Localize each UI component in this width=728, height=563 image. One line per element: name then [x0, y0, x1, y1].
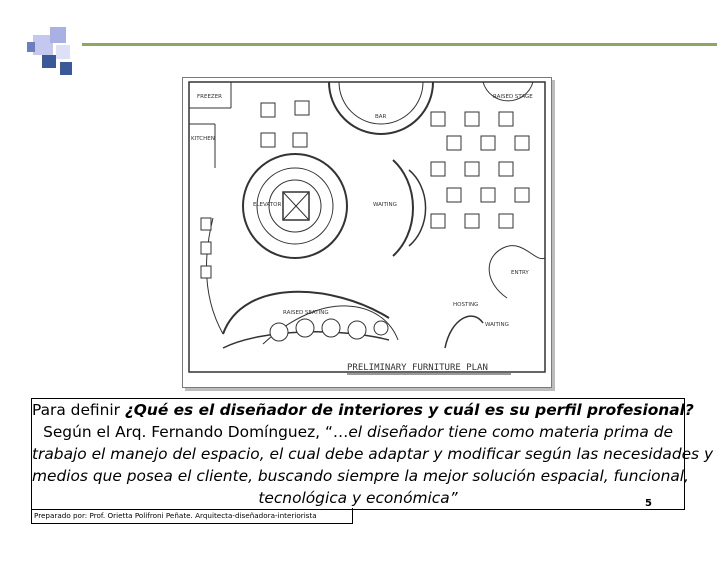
label-elevator: ELEVATOR	[253, 202, 282, 208]
page-number: 5	[645, 498, 652, 509]
caption-question: ¿Qué es el diseñador de interiores y cuál es su perfil profesional?	[124, 401, 694, 419]
label-freezer: FREEZER	[197, 94, 222, 100]
label-bar: BAR	[375, 114, 387, 120]
label-waiting-lower: WAITING	[485, 322, 509, 328]
label-entry: ENTRY	[511, 270, 529, 276]
caption-line-4: medios que posea el cliente, buscando siempre la mejor solución espacial, funcional,	[32, 467, 689, 485]
caption-line-3: trabajo el manejo del espacio, el cual debe adaptar y modificar según las necesidades y	[32, 445, 714, 463]
label-waiting-center: WAITING	[373, 202, 397, 208]
footer-credit: Preparado por: Prof. Orietta Polifroni Peñate. Arquitecta-diseñadora-interiorista	[31, 508, 353, 524]
label-raised-seating: RAISED SEATING	[283, 310, 329, 316]
label-kitchen: KITCHEN	[191, 136, 215, 142]
caption-box	[31, 398, 714, 510]
caption-line-1: Para definir ¿Qué es el diseñador de interiores y cuál es su perfil profesional?	[32, 401, 694, 419]
furniture-plan-image	[182, 77, 552, 388]
label-raised-stage: RAISED STAGE	[493, 94, 533, 100]
logo	[0, 0, 84, 90]
plan-title: PRELIMINARY FURNITURE PLAN	[347, 363, 488, 373]
title-rule	[82, 43, 717, 46]
caption-line-5: tecnológica y económica”	[258, 489, 458, 507]
label-hosting: HOSTING	[453, 302, 479, 308]
caption-line-2: Según el Arq. Fernando Domínguez, “…el diseñador tiene como materia prima de	[43, 423, 673, 441]
